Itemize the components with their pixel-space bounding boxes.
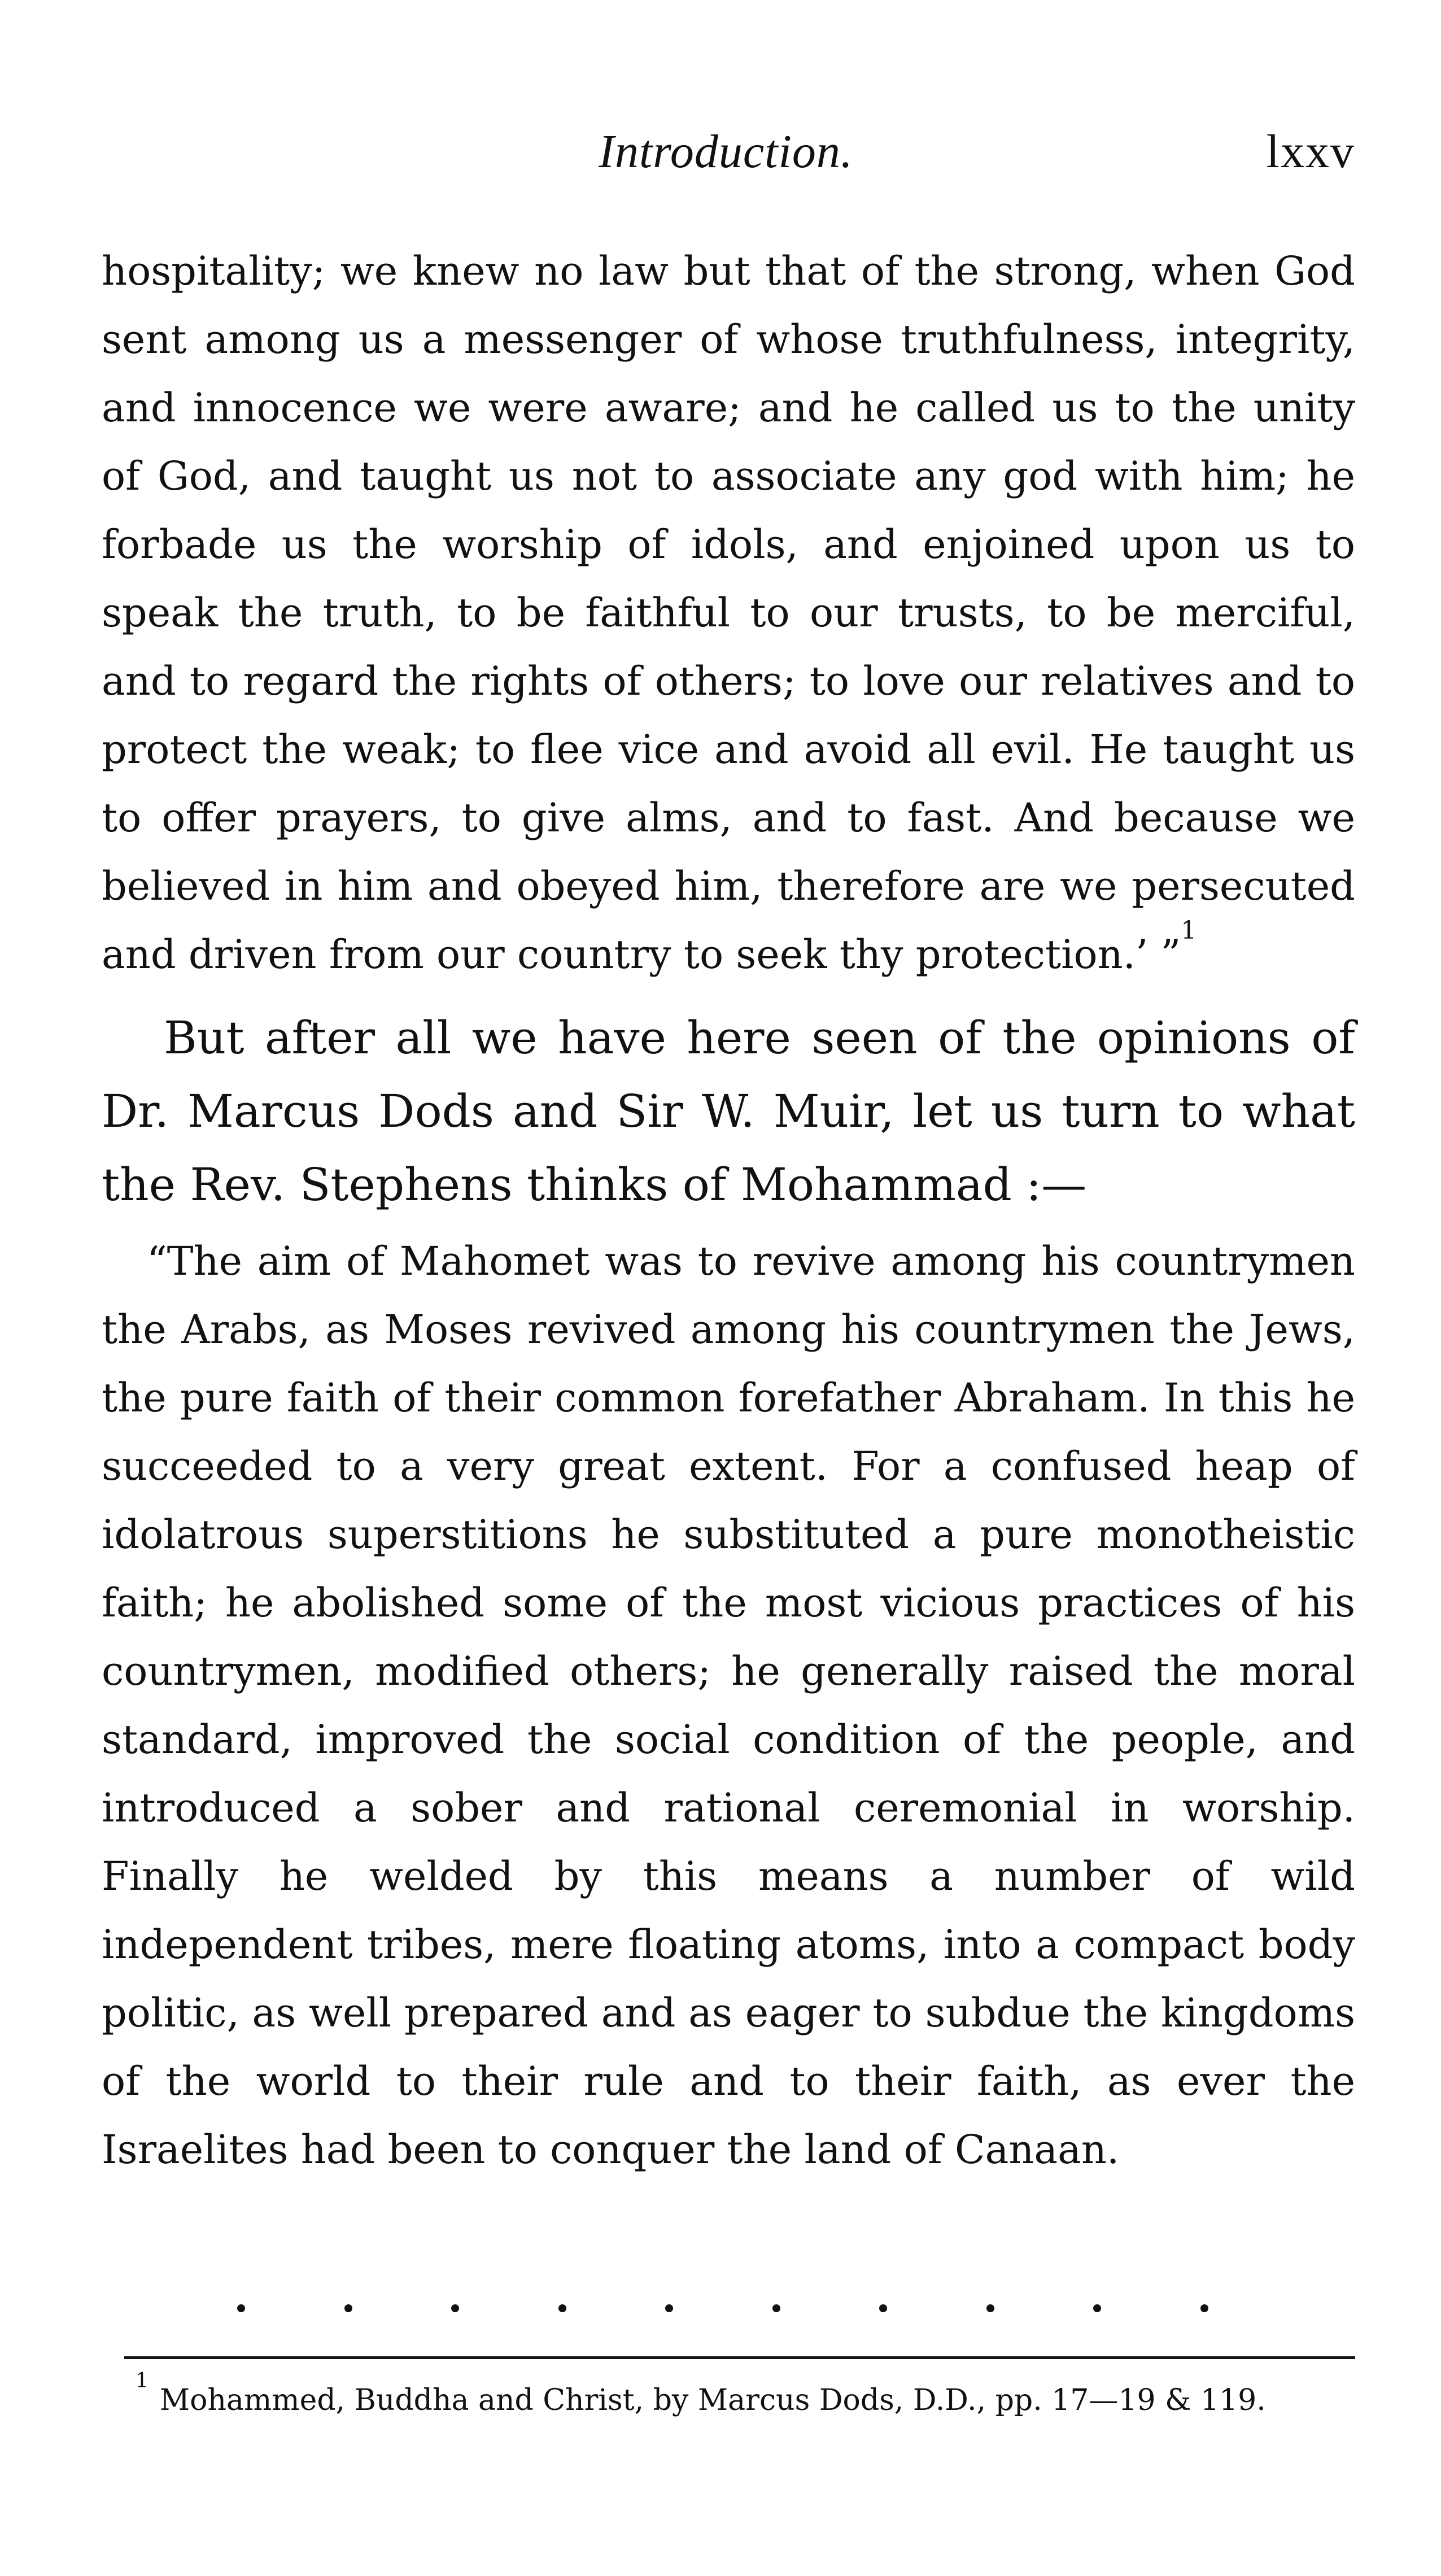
- paragraph-continued: [102, 237, 1355, 989]
- ellipsis-dot: [344, 2304, 352, 2312]
- ellipsis-dot: [879, 2304, 887, 2312]
- page-number: lxxv: [1266, 125, 1355, 178]
- main-text: [102, 237, 1355, 2184]
- block-quotation-text: “The aim of Mahomet was to revive among his countrymen the Arabs, as Moses revived among his countrymen the Jews, the pure faith of their common forefather Abraham. In this he succeeded to a very great extent. For a confused heap of idolatrous superstitions he substituted a pure monotheistic faith; he abolished some of the most vicious practices of his countrymen, modified others; he generally raised the moral standard, improved the social condition of the people, and introduced a sober and rational ceremonial in worship. Finally he welded by this means a number of wild independent tribes, mere floating atoms, into a compact body politic, as well prepared and as eager to subdue the kingdoms of the world to their rule and to their faith, as ever the Israelites had been to conquer the land of Canaan.: [102, 1238, 1355, 2173]
- paragraph-transition-text: But after all we have here seen of the opinions of Dr. Marcus Dods and Sir W. Muir, let us turn to what the Rev. Stephens thinks of Mohammad :—: [102, 1012, 1355, 1211]
- ellipsis-dot: [1200, 2304, 1208, 2312]
- ellipsis-dot: [451, 2304, 459, 2312]
- ellipsis-dot: [665, 2304, 673, 2312]
- ellipsis-dot: [237, 2304, 245, 2312]
- footnote-marker: 1: [136, 2369, 149, 2392]
- footnote-reference: 1: [1181, 916, 1197, 945]
- ellipsis-dot: [1093, 2304, 1101, 2312]
- ellipsis-dots: [237, 2304, 1208, 2312]
- footnote: [136, 2369, 1355, 2423]
- footnote-text: Mohammed, Buddha and Christ, by Marcus Dods, D.D., pp. 17—19 & 119.: [159, 2383, 1266, 2417]
- running-head: [102, 124, 1355, 192]
- footnote-divider: [124, 2356, 1355, 2359]
- ellipsis-dot: [986, 2304, 994, 2312]
- paragraph-continued-text: hospitality; we knew no law but that of the strong, when God sent among us a messenger of whose truthfulness, integrity, and innocence we were aware; and he called us to the unity of God, and taught us not to associate any god with him; he forbade us the worship of idols, and enjoined upon us to speak the truth, to be faithful to our trusts, to be merciful, and to regard the rights of others; to love our relatives and to protect the weak; to flee vice and avoid all evil. He taught us to offer prayers, to give alms, and to fast. And because we believed in him and obeyed him, therefore are we persecuted and driven from our country to seek thy protection.’ ”: [102, 248, 1355, 978]
- ellipsis-dot: [772, 2304, 780, 2312]
- paragraph-transition: [102, 1001, 1355, 1222]
- block-quotation: [102, 1227, 1355, 2184]
- running-title: Introduction.: [599, 125, 853, 178]
- ellipsis-dot: [558, 2304, 566, 2312]
